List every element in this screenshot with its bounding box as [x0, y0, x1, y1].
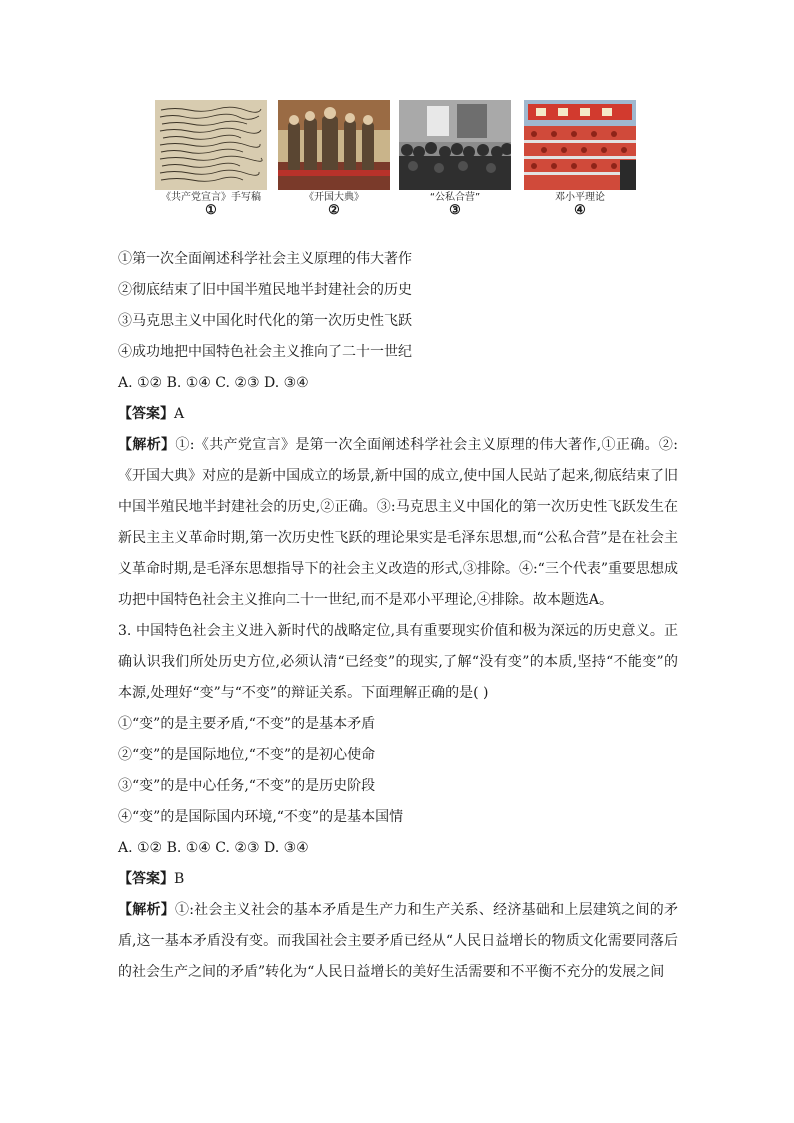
figure-number: ① — [205, 203, 217, 218]
figure-number: ④ — [574, 203, 586, 218]
answer-value: A — [174, 406, 185, 422]
q2-answer — [118, 399, 678, 430]
public-private-image — [399, 100, 511, 190]
figure-caption: 《共产党宣言》手写稿 — [161, 192, 261, 203]
q3-option-2: ②“变”的是国际地位,“不变”的是初心使命 — [118, 747, 376, 763]
analysis-label: 【解析】 — [118, 437, 176, 453]
q3-option-3: ③“变”的是中心任务,“不变”的是历史阶段 — [118, 778, 376, 794]
figure-caption: 《开国大典》 — [304, 192, 364, 203]
analysis-text: ①:《共产党宣言》是第一次全面阐述科学社会主义原理的伟大著作,①正确。②:《开国大典》对应的是新中国成立的场景,新中国的成立,使中国人民站了起来,彻底结束了旧中国半殖民地半封建社会的历史,②正确。③:马克思主义中国化的第一次历史性飞跃发生在新民主主义革命时期,第一次历史性飞跃的理论果实是毛泽东思想,而“公私合营”是在社会主义革命时期,是毛泽东思想指导下的社会主义改造的形式,③排除。④:“三个代表”重要思想成功把中国特色社会主义推向二十一世纪,而不是邓小平理论,④排除。故本题选A。 — [118, 437, 679, 608]
parade-image — [524, 100, 636, 190]
answer-label: 【答案】 — [118, 871, 174, 887]
q2-choices: A. ①② B. ①④ C. ②③ D. ③④ — [118, 375, 309, 391]
figure-caption: “公私合营” — [429, 192, 481, 203]
figure-number: ③ — [449, 203, 461, 218]
analysis-text: ①:社会主义社会的基本矛盾是生产力和生产关系、经济基础和上层建筑之间的矛盾,这一基本矛盾没有变。而我国社会主要矛盾已经从“人民日益增长的物质文化需要同落后的社会生产之间的矛盾”转化为“人民日益增长的美好生活需要和不平衡不充分的发展之间 — [118, 902, 678, 980]
q3-answer — [118, 864, 678, 895]
answer-label: 【答案】 — [118, 406, 174, 422]
figure-number: ② — [328, 203, 340, 218]
q3-stem: 3. 中国特色社会主义进入新时代的战略定位,具有重要现实价值和极为深远的历史意义。正确认识我们所处历史方位,必须认清“已经变”的现实,了解“没有变”的本质,坚持“不能变”的本源,处理好“变”与“不变”的辩证关系。下面理解正确的是( ) — [118, 623, 678, 701]
answer-value: B — [174, 871, 185, 887]
analysis-label: 【解析】 — [118, 902, 175, 918]
q2-option-2: ②彻底结束了旧中国半殖民地半封建社会的历史 — [118, 282, 412, 298]
document-body — [118, 244, 678, 988]
manuscript-image — [155, 100, 267, 190]
q2-analysis — [118, 430, 678, 616]
figure-manifesto — [155, 100, 267, 218]
figure-deng-theory — [524, 100, 636, 218]
figure-caption: 邓小平理论 — [555, 192, 605, 203]
q3-choices: A. ①② B. ①④ C. ②③ D. ③④ — [118, 840, 309, 856]
q2-option-4: ④成功地把中国特色社会主义推向了二十一世纪 — [118, 344, 412, 360]
q3-option-4: ④“变”的是国际国内环境,“不变”的是基本国情 — [118, 809, 404, 825]
q2-option-1: ①第一次全面阐述科学社会主义原理的伟大著作 — [118, 251, 412, 267]
q2-option-3: ③马克思主义中国化时代化的第一次历史性飞跃 — [118, 313, 412, 329]
q3-option-1: ①“变”的是主要矛盾,“不变”的是基本矛盾 — [118, 716, 376, 732]
q3-analysis — [118, 895, 678, 988]
figure-founding-ceremony — [278, 100, 390, 218]
figure-strip — [155, 100, 640, 225]
figure-public-private — [399, 100, 511, 218]
founding-ceremony-image — [278, 100, 390, 190]
